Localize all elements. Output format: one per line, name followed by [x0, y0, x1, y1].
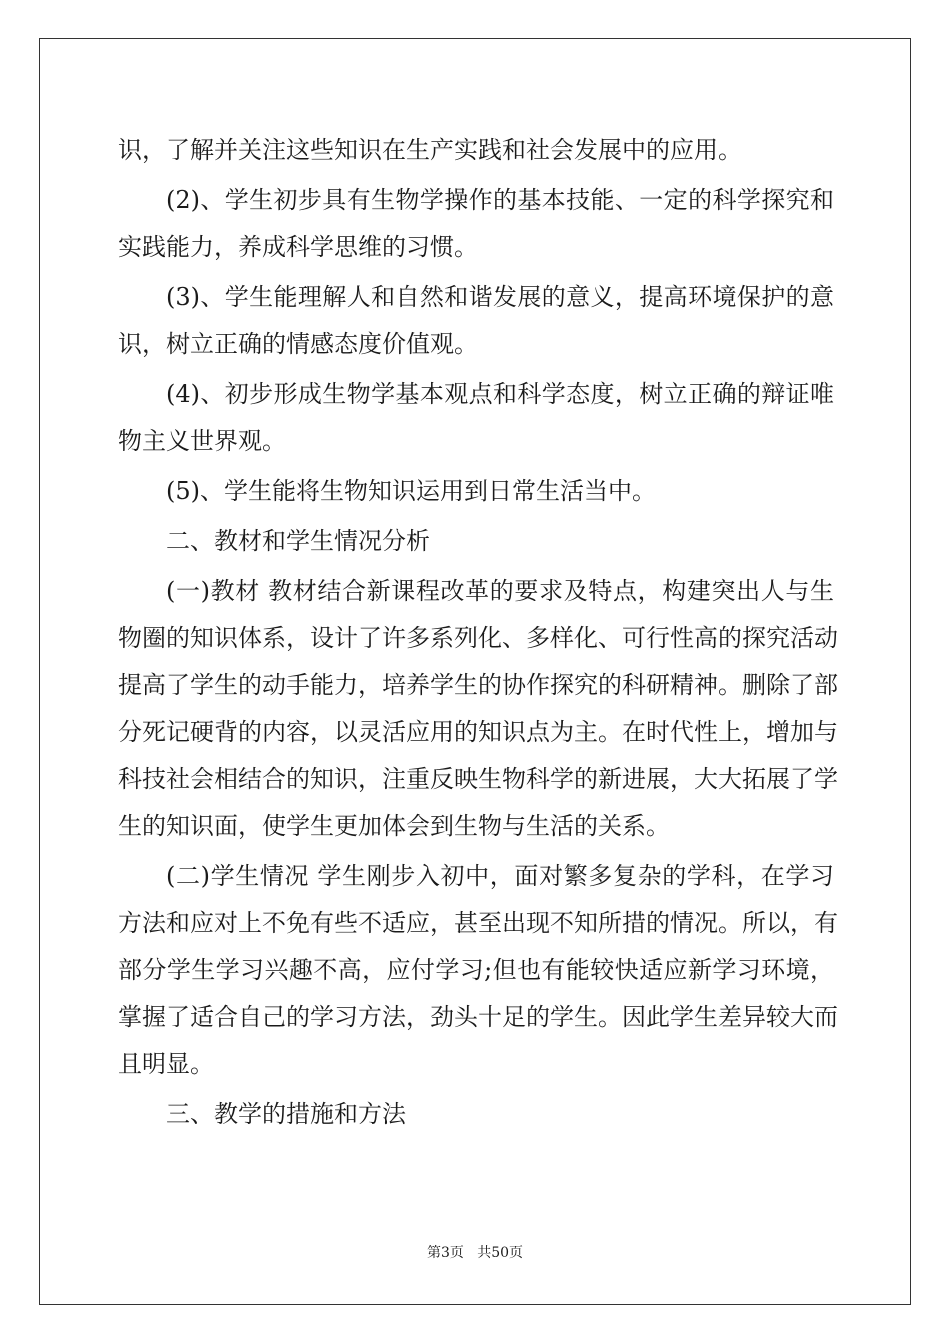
- section-heading: 二、教材和学生情况分析: [166, 527, 430, 555]
- text-line: 掌握了适合自己的学习方法，劲头十足的学生。因此学生差异较大而: [118, 1003, 838, 1031]
- section-heading-3: [118, 1091, 834, 1138]
- paragraph-item-5: [118, 468, 834, 515]
- text-line: 物主义世界观。: [118, 427, 286, 455]
- page-footer: [0, 1243, 950, 1263]
- text-line: (5)、学生能将生物知识运用到日常生活当中。: [166, 477, 656, 505]
- text-line: (一)教材 教材结合新课程改革的要求及特点，构建突出人与生: [166, 577, 834, 605]
- text-line: 识，了解并关注这些知识在生产实践和社会发展中的应用。: [118, 136, 742, 164]
- document-body: [118, 127, 838, 1138]
- text-line: 实践能力，养成科学思维的习惯。: [118, 233, 478, 261]
- text-line: 生的知识面，使学生更加体会到生物与生活的关系。: [118, 812, 670, 840]
- text-line: (2)、学生初步具有生物学操作的基本技能、一定的科学探究和: [166, 186, 834, 214]
- text-line: 部分学生学习兴趣不高，应付学习;但也有能较快适应新学习环境，: [118, 956, 834, 984]
- text-line: 提高了学生的动手能力，培养学生的协作探究的科研精神。删除了部: [118, 671, 838, 699]
- text-line: 且明显。: [118, 1050, 214, 1078]
- text-line: 识，树立正确的情感态度价值观。: [118, 330, 478, 358]
- paragraph-item-2: [118, 177, 834, 271]
- paragraph-students: [118, 853, 838, 1088]
- text-line: (二)学生情况 学生刚步入初中，面对繁多复杂的学科，在学习: [166, 862, 834, 890]
- paragraph-textbook: [118, 568, 838, 850]
- page-number: 第3页 共50页: [426, 1245, 524, 1261]
- text-line: 分死记硬背的内容，以灵活应用的知识点为主。在时代性上，增加与: [118, 718, 838, 746]
- paragraph-item-4: [118, 371, 834, 465]
- text-line: (4)、初步形成生物学基本观点和科学态度，树立正确的辩证唯: [166, 380, 834, 408]
- section-heading: 三、教学的措施和方法: [166, 1100, 406, 1128]
- text-line: (3)、学生能理解人和自然和谐发展的意义，提高环境保护的意: [166, 283, 834, 311]
- text-line: 方法和应对上不免有些不适应，甚至出现不知所措的情况。所以，有: [118, 909, 838, 937]
- text-line: 科技社会相结合的知识，注重反映生物科学的新进展，大大拓展了学: [118, 765, 838, 793]
- paragraph-item-3: [118, 274, 834, 368]
- text-line: 物圈的知识体系，设计了许多系列化、多样化、可行性高的探究活动: [118, 624, 838, 652]
- section-heading-2: [118, 518, 834, 565]
- paragraph-continuation: [118, 127, 834, 174]
